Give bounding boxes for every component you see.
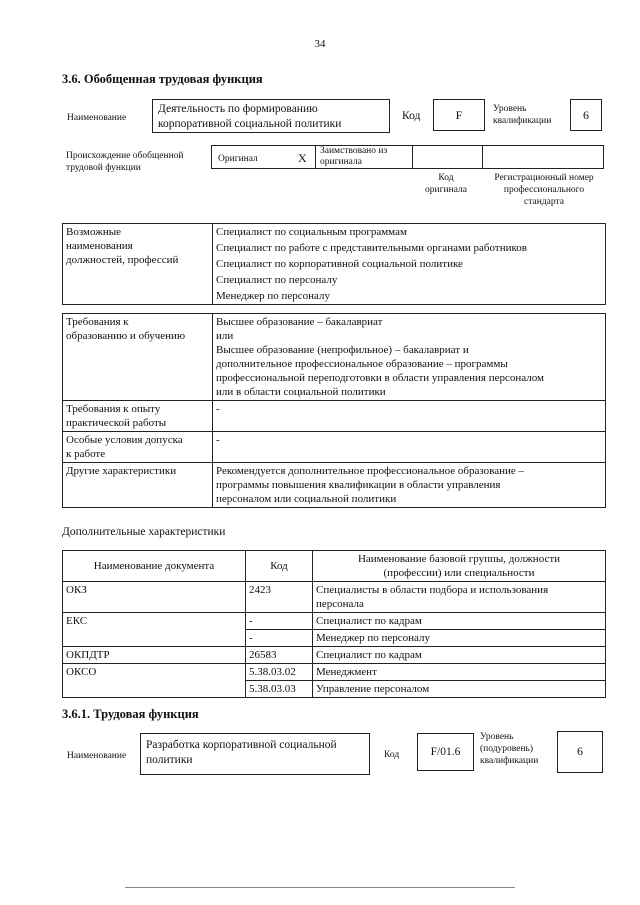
- req-other-value: Рекомендуется дополнительное профессиональное образование – программы повышения квалификации в области управления персоналом или социальной политики: [213, 463, 606, 508]
- code-label: Код: [402, 110, 421, 122]
- lf-code-label: Код: [384, 750, 400, 760]
- name-box: [152, 99, 390, 133]
- table-row: [63, 613, 606, 630]
- reg-number-caption: Регистрационный номер профессионального стандарта: [494, 173, 594, 207]
- name-label: Наименование: [67, 113, 127, 123]
- lf-name: Разработка корпоративной социальной политики: [146, 739, 337, 766]
- level-label: Уровень квалификации: [493, 104, 552, 126]
- req-admission-label: Особые условия допуска к работе: [63, 432, 213, 463]
- lf-name-label: Наименование: [67, 751, 127, 761]
- original-label: Оригинал: [218, 154, 258, 164]
- header-name: Наименование базовой группы, должности (профессии) или специальности: [313, 551, 606, 582]
- position-item: Специалист по работе с представительными органами работников: [216, 242, 527, 254]
- level-value: 6: [583, 108, 589, 122]
- lf-code-value: F/01.6: [430, 746, 461, 758]
- row-code: -: [246, 613, 313, 630]
- table-row: [63, 664, 606, 681]
- requirements-row: [63, 463, 606, 508]
- row-code: 2423: [246, 582, 313, 613]
- lf-level-box: [557, 731, 603, 773]
- origin-divider-3: [482, 146, 483, 168]
- row-code: 5.38.03.03: [246, 681, 313, 698]
- code-value: F: [455, 108, 463, 122]
- header-doc: Наименование документа: [63, 551, 246, 582]
- origin-divider-2: [412, 146, 413, 168]
- req-education-value: Высшее образование – бакалавриат или Высшее образование (непрофильное) – бакалавриат и дополнительное профессиональное образование – программы профессиональной переподготовки в области управления персоналом или в области социальной политики: [213, 314, 606, 401]
- level-box: [570, 99, 602, 131]
- table-row: [63, 647, 606, 664]
- row-name: Менеджер по персоналу: [313, 630, 606, 647]
- row-name: Специалисты в области подбора и использования персонала: [313, 582, 606, 613]
- req-experience-label: Требования к опыту практической работы: [63, 401, 213, 432]
- position-item: Специалист по социальным программам: [216, 226, 407, 238]
- row-name: Управление персоналом: [313, 681, 606, 698]
- row-name: Специалист по кадрам: [313, 647, 606, 664]
- origin-code-caption: Код оригинала: [425, 173, 467, 195]
- section-heading: 3.6. Обобщенная трудовая функция: [62, 72, 263, 86]
- positions-row: [63, 224, 606, 305]
- req-admission-value: -: [213, 432, 606, 463]
- lf-level-value: 6: [577, 744, 583, 758]
- origin-label: Происхождение обобщенной трудовой функции: [66, 151, 184, 173]
- lf-code-box: [417, 733, 474, 771]
- page-number: 34: [314, 38, 326, 50]
- position-item: Специалист по персоналу: [216, 274, 338, 286]
- requirements-row: [63, 432, 606, 463]
- subsection-heading: 3.6.1. Трудовая функция: [62, 707, 199, 721]
- origin-box: [211, 145, 604, 169]
- table-row: [63, 582, 606, 613]
- row-doc: ОКСО: [63, 664, 246, 698]
- row-code: 26583: [246, 647, 313, 664]
- code-box: [433, 99, 485, 131]
- position-item: Менеджер по персоналу: [216, 290, 330, 302]
- function-name: Деятельность по формированию корпоративной социальной политики: [158, 103, 342, 130]
- requirements-row: [63, 314, 606, 401]
- additional-header-row: [63, 551, 606, 582]
- req-experience-value: -: [213, 401, 606, 432]
- requirements-table: [62, 313, 606, 508]
- borrowed-label: Заимствовано из оригинала: [320, 146, 388, 167]
- additional-title: Дополнительные характеристики: [62, 526, 226, 538]
- position-item: Специалист по корпоративной социальной политике: [216, 258, 463, 270]
- original-mark: X: [298, 151, 307, 165]
- positions-label: Возможные наименования должностей, профессий: [63, 224, 213, 305]
- row-name: Специалист по кадрам: [313, 613, 606, 630]
- req-education-label: Требования к образованию и обучению: [63, 314, 213, 401]
- header-code: Код: [246, 551, 313, 582]
- positions-list: [213, 224, 606, 305]
- positions-table: [62, 223, 606, 305]
- row-code: 5.38.03.02: [246, 664, 313, 681]
- row-doc: ОКЗ: [63, 582, 246, 613]
- requirements-row: [63, 401, 606, 432]
- additional-table: [62, 550, 606, 698]
- footer-rule: [125, 887, 515, 888]
- row-doc: ЕКС: [63, 613, 246, 647]
- origin-divider-1: [315, 146, 316, 168]
- row-name: Менеджмент: [313, 664, 606, 681]
- lf-name-box: [140, 733, 370, 775]
- row-doc: ОКПДТР: [63, 647, 246, 664]
- lf-level-label: Уровень (подуровень) квалификации: [480, 732, 539, 766]
- req-other-label: Другие характеристики: [63, 463, 213, 508]
- row-code: -: [246, 630, 313, 647]
